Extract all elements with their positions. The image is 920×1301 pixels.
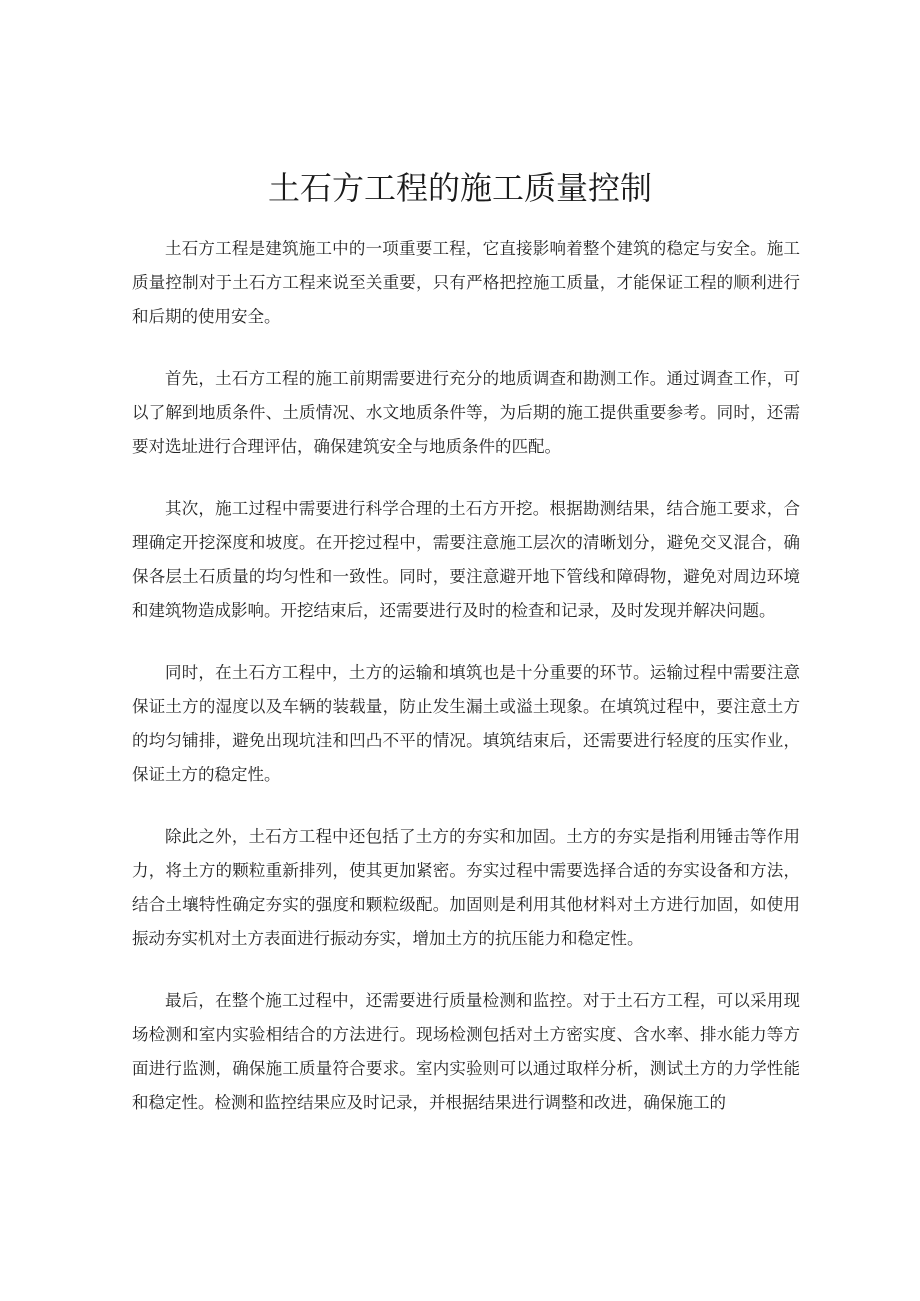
paragraph-excavation: 其次，施工过程中需要进行科学合理的土石方开挖。根据勘测结果，结合施工要求，合理确定开挖深度和坡度。在开挖过程中，需要注意施工层次的清晰划分，避免交叉混合，确保各层土石质量的均匀性和一致性。同时，要注意避开地下管线和障碍物，避免对周边环境和建筑物造成影响。开挖结束后，还需要进行及时的检查和记录，及时发现并解决问题。 <box>132 499 800 620</box>
paragraph-intro: 土石方工程是建筑施工中的一项重要工程，它直接影响着整个建筑的稳定与安全。施工质量控制对于土石方工程来说至关重要，只有严格把控施工质量，才能保证工程的顺利进行和后期的使用安全。 <box>132 239 800 326</box>
paragraph-quality-inspection: 最后，在整个施工过程中，还需要进行质量检测和监控。对于土石方工程，可以采用现场检测和室内实验相结合的方法进行。现场检测包括对土方密实度、含水率、排水能力等方面进行监测，确保施工质量符合要求。室内实验则可以通过取样分析，测试土方的力学性能和稳定性。检测和监控结果应及时记录，并根据结果进行调整和改进，确保施工的 <box>132 991 800 1112</box>
document-body <box>132 232 800 1148</box>
paragraph-geological-survey: 首先，土石方工程的施工前期需要进行充分的地质调查和勘测工作。通过调查工作，可以了解到地质条件、土质情况、水文地质条件等，为后期的施工提供重要参考。同时，还需要对选址进行合理评估，确保建筑安全与地质条件的匹配。 <box>132 369 800 456</box>
document-title: 土石方工程的施工质量控制 <box>267 169 652 207</box>
paragraph-transport-filling: 同时，在土石方工程中，土方的运输和填筑也是十分重要的环节。运输过程中需要注意保证土方的湿度以及车辆的装载量，防止发生漏土或溢土现象。在填筑过程中，要注意土方的均匀铺排，避免出现坑洼和凹凸不平的情况。填筑结束后，还需要进行轻度的压实作业，保证土方的稳定性。 <box>132 663 800 784</box>
paragraph-compaction-reinforcement: 除此之外，土石方工程中还包括了土方的夯实和加固。土方的夯实是指利用锤击等作用力，将土方的颗粒重新排列，使其更加紧密。夯实过程中需要选择合适的夯实设备和方法，结合土壤特性确定夯实的强度和颗粒级配。加固则是利用其他材料对土方进行加固，如使用振动夯实机对土方表面进行振动夯实，增加土方的抗压能力和稳定性。 <box>132 827 800 948</box>
